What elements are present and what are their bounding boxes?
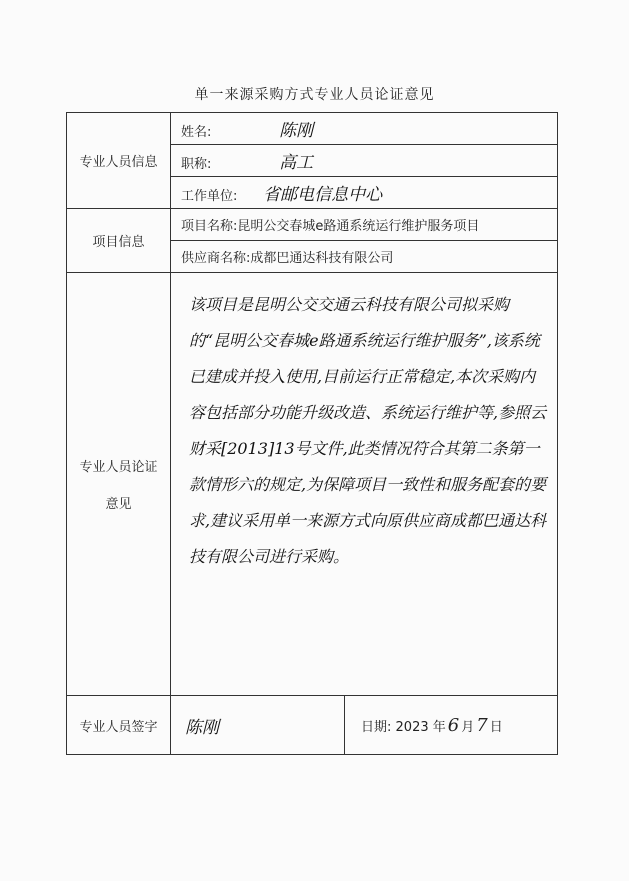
date-day-handwritten: 7: [476, 714, 488, 736]
project-name-value: 昆明公交春城e路通系统运行维护服务项目: [237, 219, 480, 234]
date-day-unit: 日: [489, 719, 503, 735]
signature-handwritten: 陈刚: [185, 717, 219, 738]
date-year-unit: 年: [432, 719, 446, 735]
project-name-label: 项目名称:: [181, 219, 238, 234]
name-value-handwritten: 陈刚: [279, 121, 314, 141]
supplier-label: 供应商名称:: [181, 251, 251, 266]
expert-info-section-label: 专业人员信息: [67, 113, 171, 209]
page-title: 单一来源采购方式专业人员论证意见: [194, 87, 435, 103]
opinion-label-line1: 专业人员论证: [79, 460, 158, 475]
opinion-handwritten-text: 该项目是昆明公交交通云科技有限公司拟采购的“昆明公交春城e路通系统运行维护服务”,该系统已建成并投入使用,目前运行正常稳定,本次采购内容包括部分功能升级改造、系统运行维护等,参照云财采[2013]13号文件,此类情况符合其第二条第一款情形六的规定,为保障项目一致性和服务配套的要求,建议采用单一来源方式向原供应商成都巴通达科技有限公司进行采购。: [189, 295, 547, 566]
opinion-label-line2: 意见: [105, 497, 132, 512]
name-row: [171, 113, 558, 145]
opinion-form: [66, 112, 558, 755]
title-row: [171, 145, 558, 177]
project-name-row: [171, 209, 558, 241]
title-label: 职称:: [181, 157, 212, 172]
supplier-row: [171, 241, 558, 273]
date-month-handwritten: 6: [447, 714, 460, 736]
work-unit-value-handwritten: 省邮电信息中心: [263, 185, 383, 205]
date-year: 2023: [395, 719, 429, 735]
opinion-content: [171, 273, 558, 696]
date-month-unit: 月: [461, 719, 475, 735]
supplier-name-value: 成都巴通达科技有限公司: [250, 251, 394, 266]
work-unit-row: [171, 177, 558, 209]
signature-label: 专业人员签字: [67, 696, 171, 755]
name-label: 姓名:: [181, 125, 212, 140]
title-value-handwritten: 高工: [279, 153, 314, 173]
work-unit-label: 工作单位:: [181, 189, 238, 204]
project-info-section-label: 项目信息: [67, 209, 171, 273]
signature-cell: [171, 696, 345, 755]
date-cell: [345, 696, 558, 755]
date-label: 日期:: [361, 719, 392, 735]
opinion-section-label: [67, 273, 171, 696]
